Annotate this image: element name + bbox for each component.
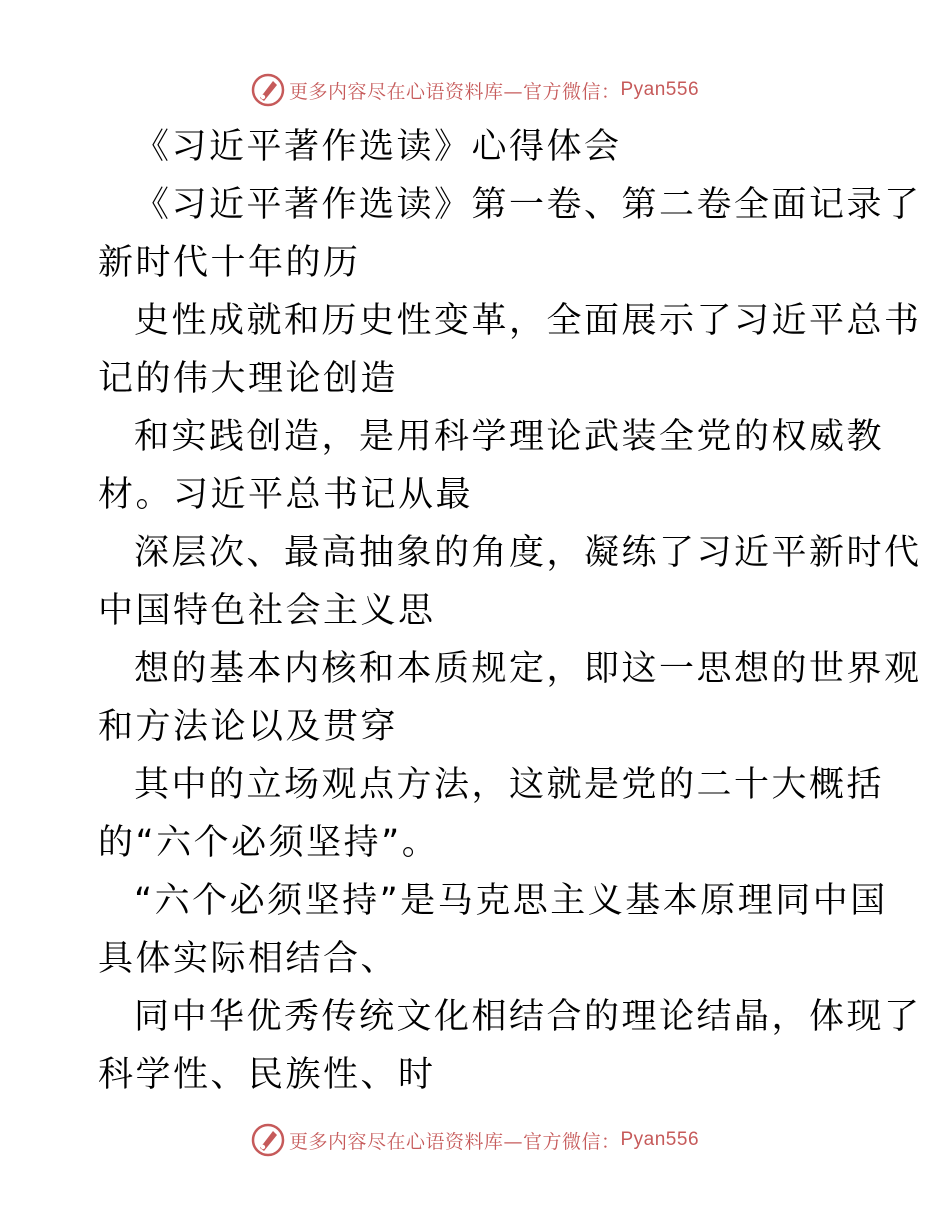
paragraph-line: 和方法论以及贯穿: [98, 707, 399, 747]
footer-banner-id: Pyan556: [620, 1129, 700, 1150]
paragraph-line: 《习近平著作选读》第一卷、第二卷全面记录了: [134, 185, 922, 225]
paragraph-line: 和实践创造，是用科学理论武装全党的权威教: [134, 417, 885, 457]
paragraph-line: 的“六个必须坚持”。: [98, 823, 440, 863]
paragraph-line: 史性成就和历史性变革，全面展示了习近平总书: [134, 301, 922, 341]
header-banner-text: 更多内容尽在心语资料库—官方微信：: [288, 80, 621, 103]
pen-nib-logo-icon: [251, 73, 285, 107]
paragraph-line: 深层次、最高抽象的角度，凝练了习近平新时代: [134, 533, 922, 573]
paragraph-line: 中国特色社会主义思: [98, 591, 436, 631]
paragraph-line: 同中华优秀传统文化相结合的理论结晶，体现了: [134, 997, 922, 1037]
paragraph-line: 科学性、民族性、时: [98, 1055, 436, 1095]
document-body: [98, 118, 922, 1104]
paragraph-line: 其中的立场观点方法，这就是党的二十大概括: [134, 765, 885, 805]
document-title: 《习近平著作选读》心得体会: [134, 127, 622, 167]
paragraph-line: “六个必须坚持”是马克思主义基本原理同中国: [134, 881, 888, 921]
paragraph-line: 新时代十年的历: [98, 243, 361, 283]
header-banner: [0, 70, 950, 110]
paragraph-line: 记的伟大理论创造: [98, 359, 399, 399]
footer-banner-text: 更多内容尽在心语资料库—官方微信：: [288, 1130, 621, 1153]
header-banner-id: Pyan556: [620, 79, 700, 100]
footer-banner: [0, 1120, 950, 1160]
pen-nib-logo-icon: [251, 1123, 285, 1157]
paragraph-line: 材。习近平总书记从最: [98, 475, 474, 515]
paragraph-line: 具体实际相结合、: [98, 939, 399, 979]
paragraph-line: 想的基本内核和本质规定，即这一思想的世界观: [134, 649, 922, 689]
